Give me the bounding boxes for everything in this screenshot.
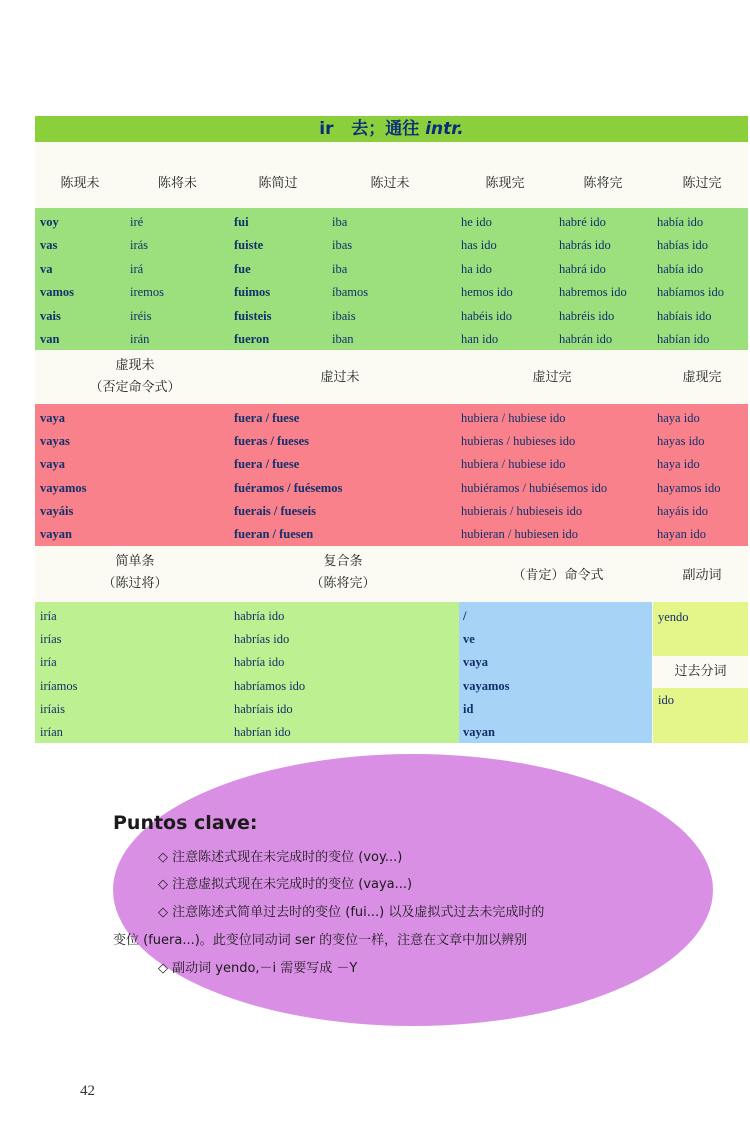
subjunctive-block <box>35 404 748 546</box>
subjunctive-cell: vayas <box>40 434 70 449</box>
indicative-cell: habremos ido <box>559 285 627 300</box>
subjunctive-cell: hayan ido <box>657 527 706 541</box>
subjunctive-cell: fuera / fuese <box>234 411 300 425</box>
indicative-cell: habréis ido <box>559 308 615 323</box>
indicative-cell: irás <box>130 238 149 253</box>
indicative-cell: iba <box>332 215 348 229</box>
note-line-1: ◇ 注意陈述式现在未完成时的变位 (voy...) <box>158 850 403 865</box>
subjunctive-cell: hubieras / hubieses ido <box>461 434 576 449</box>
indicative-cell: fuiste <box>234 238 264 253</box>
subjunctive-cell: vaya <box>40 411 65 425</box>
indicative-cell: voy <box>40 215 59 229</box>
indicative-cell: irá <box>130 261 144 276</box>
subjunctive-cell: fuéramos / fuésemos <box>234 480 343 495</box>
subjunctive-cell: fuera / fuese <box>234 457 300 472</box>
subjunctive-cell: hubiera / hubiese ido <box>461 457 566 472</box>
subjunctive-cell: hubieran / hubiesen ido <box>461 527 578 541</box>
indicative-cell: van <box>40 332 60 346</box>
header-condicional-compuesto: 复合条 <box>323 554 363 569</box>
indicative-cell: habrá ido <box>559 261 606 276</box>
indicative-cell: ibas <box>332 238 353 253</box>
indicative-cell: vas <box>40 238 58 253</box>
note-line-5: ◇ 副动词 yendo,－i 需要写成 －Y <box>158 961 358 976</box>
subjunctive-cell: vaya <box>40 457 65 472</box>
header-condicional: 简单条 <box>115 554 155 569</box>
header-preterito: 陈简过 <box>258 176 298 191</box>
conditional-simple-cell: iría <box>40 609 57 623</box>
header-pluscuamperfecto: 陈过完 <box>682 176 722 191</box>
indicative-cell: has ido <box>461 238 497 253</box>
header-subj-presente: 虚现未 <box>115 358 155 373</box>
indicative-header <box>35 142 748 208</box>
header-subj-pluscuamperfecto: 虚过完 <box>532 370 572 385</box>
indicative-cell: irán <box>130 332 150 346</box>
subjunctive-cell: hubierais / hubieseis ido <box>461 503 583 518</box>
header-condicional-note: （陈过将） <box>102 576 168 591</box>
conditional-simple-cell: irías <box>40 632 62 647</box>
header-gerundio: 副动词 <box>682 568 722 583</box>
indicative-cell: habíais ido <box>657 308 712 323</box>
indicative-cell: vais <box>40 308 61 323</box>
conditional-compound-cell: habríamos ido <box>234 678 306 693</box>
indicative-cell: habías ido <box>657 238 709 253</box>
subjunctive-cell: hayas ido <box>657 434 705 449</box>
imperative-cell: / <box>463 609 467 623</box>
conditional-header <box>35 546 748 602</box>
subjunctive-cell: fueran / fuesen <box>234 527 314 541</box>
indicative-cell: había ido <box>657 261 704 276</box>
conditional-compound-cell: habría ido <box>234 655 285 670</box>
indicative-cell: fuisteis <box>234 308 272 323</box>
imperative-cell: vayamos <box>463 678 510 693</box>
header-subj-perfecto: 虚现完 <box>682 370 722 385</box>
indicative-cell: habrás ido <box>559 238 611 253</box>
indicative-cell: fue <box>234 261 251 276</box>
header-participio: 过去分词 <box>674 664 727 679</box>
indicative-cell: habíamos ido <box>657 285 725 300</box>
indicative-cell: había ido <box>657 215 704 229</box>
verb-meaning: 去；通往 <box>351 119 420 139</box>
notes-title: Puntos clave: <box>113 812 258 834</box>
imperative-cell: ve <box>463 632 475 647</box>
subjunctive-cell: hayamos ido <box>657 480 721 495</box>
conditional-simple-cell: iría <box>40 655 57 670</box>
header-imperativo: （肯定）命令式 <box>512 568 604 583</box>
header-futuro: 陈将未 <box>157 176 197 191</box>
indicative-cell: iremos <box>130 285 165 300</box>
subjunctive-cell: vayamos <box>40 480 87 495</box>
conditional-compound-cell: habrían ido <box>234 725 291 739</box>
header-futuro-perfecto: 陈将完 <box>583 176 623 191</box>
indicative-cell: fui <box>234 215 249 229</box>
conditional-compound-cell: habrías ido <box>234 632 290 647</box>
conditional-compound-cell: habría ido <box>234 609 285 623</box>
note-line-4: 变位 (fuera...)。此变位同动词 ser 的变位一样，注意在文章中加以辨别 <box>113 933 528 948</box>
subjunctive-cell: hubiera / hubiese ido <box>461 411 566 425</box>
indicative-cell: habré ido <box>559 215 606 229</box>
imperative-cell: vayan <box>463 725 495 739</box>
conditional-simple-cell: iríais <box>40 701 65 716</box>
subjunctive-cell: fuerais / fueseis <box>234 503 316 518</box>
subjunctive-header <box>35 350 748 404</box>
indicative-cell: iban <box>332 332 354 346</box>
indicative-cell: hemos ido <box>461 285 513 300</box>
participle-header <box>653 656 748 688</box>
header-subj-imperfecto: 虚过未 <box>320 370 360 385</box>
subjunctive-cell: haya ido <box>657 457 700 472</box>
indicative-cell: iba <box>332 261 348 276</box>
indicative-cell: vamos <box>40 285 75 300</box>
subjunctive-cell: vayáis <box>40 503 74 518</box>
conditional-compound-cell: habríais ido <box>234 701 293 716</box>
indicative-cell: ibais <box>332 308 356 323</box>
verb-type: intr. <box>425 119 464 139</box>
indicative-cell: fueron <box>234 332 270 346</box>
header-condicional-compuesto-note: （陈将完） <box>310 576 376 591</box>
indicative-cell: ha ido <box>461 261 492 276</box>
indicative-cell: habían ido <box>657 332 710 346</box>
indicative-cell: habrán ido <box>559 332 613 346</box>
indicative-cell: han ido <box>461 332 499 346</box>
note-line-3: ◇ 注意陈述式简单过去时的变位 (fui...) 以及虚拟式过去未完成时的 <box>158 905 545 920</box>
subjunctive-cell: haya ido <box>657 411 700 425</box>
indicative-cell: va <box>40 261 53 276</box>
conditional-simple-cell: irían <box>40 725 63 739</box>
indicative-cell: he ido <box>461 215 492 229</box>
subjunctive-cell: vayan <box>40 527 72 541</box>
subjunctive-cell: hubiéramos / hubiésemos ido <box>461 480 608 495</box>
indicative-cell: íbamos <box>332 285 369 300</box>
note-line-2: ◇ 注意虚拟式现在未完成时的变位 (vaya...) <box>158 877 413 892</box>
imperative-cell: id <box>463 701 474 716</box>
indicative-cell: iré <box>130 215 144 229</box>
verb-infinitive: ir <box>319 119 334 139</box>
header-presente: 陈现未 <box>60 176 100 191</box>
conditional-simple-cell: iríamos <box>40 678 78 693</box>
subjunctive-cell: fueras / fueses <box>234 434 309 449</box>
header-perfecto: 陈现完 <box>485 176 525 191</box>
indicative-cell: iréis <box>130 308 152 323</box>
verb-title-bar <box>35 116 748 142</box>
indicative-cell: habéis ido <box>461 308 513 323</box>
page-number: 42 <box>80 1083 95 1099</box>
header-imperfecto: 陈过未 <box>370 176 410 191</box>
imperative-cell: vaya <box>463 655 488 670</box>
indicative-cell: fuimos <box>234 285 271 300</box>
header-subj-presente-note: （否定命令式） <box>89 380 181 395</box>
subjunctive-cell: hayáis ido <box>657 503 709 518</box>
